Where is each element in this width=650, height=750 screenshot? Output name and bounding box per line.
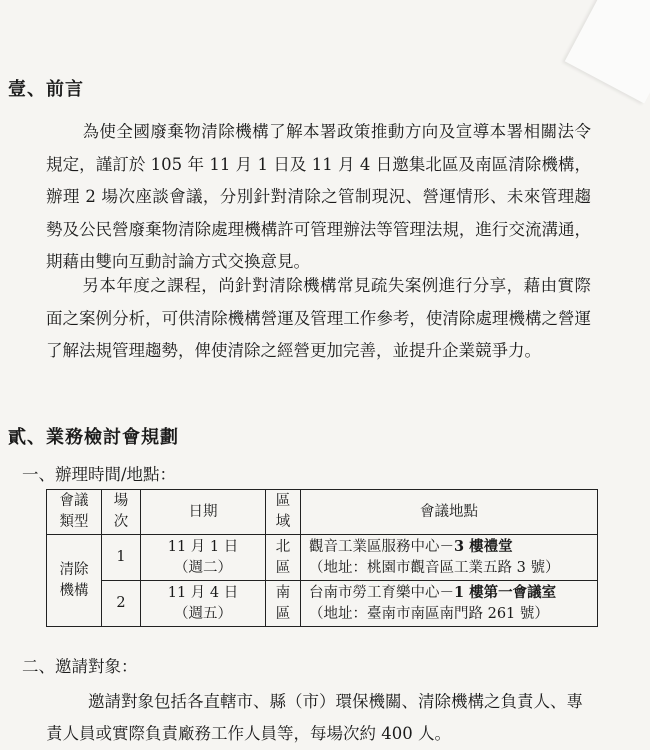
- cell-date: 11 月 1 日 （週二）: [141, 535, 266, 581]
- meeting-schedule-table: [46, 489, 598, 627]
- intro-paragraph-1: [46, 116, 591, 279]
- invitees-paragraph: [46, 686, 591, 750]
- header-region: 區 域: [266, 490, 301, 535]
- header-date: 日期: [141, 490, 266, 535]
- cell-region: 南 區: [266, 581, 301, 627]
- intro-paragraph-2-text: 另本年度之課程，尚針對清除機構常見疏失案例進行分享，藉由實際面之案例分析，可供清除機構營運及管理工作參考，使清除處理機構之營運了解法規管理趨勢，俾使清除之經營更加完善，並提升企業競爭力。: [46, 276, 591, 360]
- cell-session: 2: [102, 581, 141, 627]
- header-location: 會議地點: [301, 490, 598, 535]
- subsection-time-location: 一、辦理時間/地點：: [22, 465, 177, 484]
- subsection-invitees: 二、邀請對象：: [22, 657, 138, 676]
- intro-paragraph-1-text: 為使全國廢棄物清除機構了解本署政策推動方向及宣導本署相關法令規定，謹訂於 105 年 11 月 1 日及 11 月 4 日邀集北區及南區清除機構，辦理 2 場次座談會議，分別針對清除之管制現況、營運情形、未來管理趨勢及公民營廢棄物清除處理機構許可管理辦法等管理法規，進行交流溝通，期藉由雙向互動討論方式交換意見。: [46, 122, 591, 271]
- page-corner-fold: [565, 0, 650, 104]
- section-2-heading: 貳、業務檢討會規劃: [8, 427, 179, 448]
- section-1-heading: 壹、前言: [8, 79, 84, 100]
- cell-location: 觀音工業區服務中心－3 樓禮堂 （地址：桃園市觀音區工業五路 3 號）: [301, 535, 598, 581]
- table-row: [47, 581, 598, 627]
- header-session: 場 次: [102, 490, 141, 535]
- table-row: [47, 535, 598, 581]
- cell-meeting-type: 清除 機構: [47, 535, 102, 627]
- header-meeting-type: 會議 類型: [47, 490, 102, 535]
- cell-location: 台南市勞工育樂中心－1 樓第一會議室 （地址：臺南市南區南門路 261 號）: [301, 581, 598, 627]
- intro-paragraph-2: [46, 270, 591, 368]
- cell-region: 北 區: [266, 535, 301, 581]
- invitees-paragraph-text: 邀請對象包括各直轄市、縣（市）環保機關、清除機構之負責人、專責人員或實際負責廠務工作人員等，每場次約 400 人。: [46, 692, 583, 743]
- table-header-row: [47, 490, 598, 535]
- cell-date: 11 月 4 日 （週五）: [141, 581, 266, 627]
- cell-session: 1: [102, 535, 141, 581]
